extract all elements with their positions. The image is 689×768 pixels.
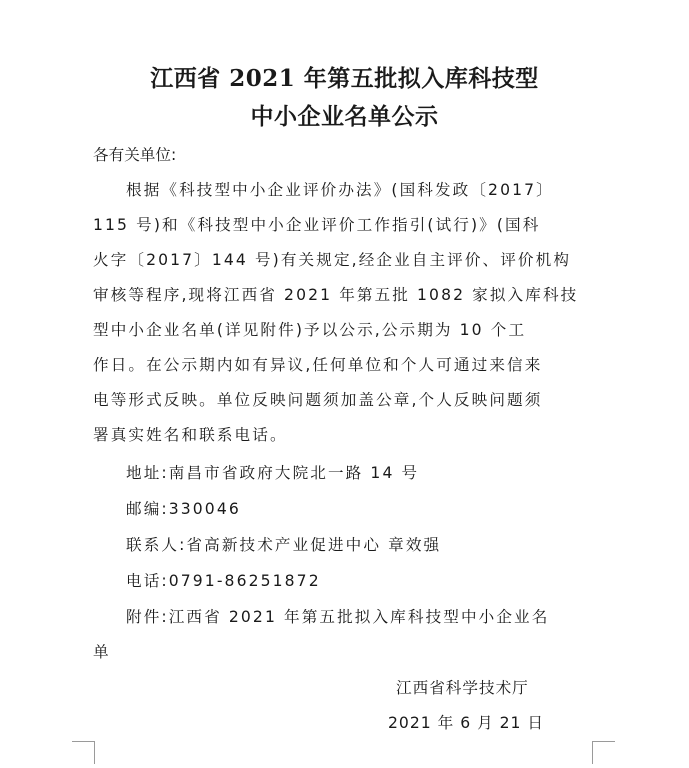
salutation: 各有关单位: <box>93 146 177 164</box>
body-line: 型中小企业名单(详见附件)予以公示,公示期为 10 个工 <box>93 321 527 339</box>
body-line: 115 号)和《科技型中小企业评价工作指引(试行)》(国科 <box>93 216 541 234</box>
postcode-line: 邮编:330046 <box>126 500 241 518</box>
body-line: 电等形式反映。单位反映问题须加盖公章,个人反映问题须 <box>93 391 543 409</box>
body-line: 火字〔2017〕144 号)有关规定,经企业自主评价、评价机构 <box>93 251 572 269</box>
body-line: 根据《科技型中小企业评价办法》(国科发政〔2017〕 <box>126 181 554 199</box>
crop-mark-bottom-right <box>592 741 615 764</box>
phone-line: 电话:0791-86251872 <box>126 572 321 590</box>
body-line: 作日。在公示期内如有异议,任何单位和个人可通过来信来 <box>93 356 543 374</box>
contact-line: 联系人:省高新技术产业促进中心 章效强 <box>126 536 442 554</box>
body-line: 审核等程序,现将江西省 2021 年第五批 1082 家拟入库科技 <box>93 286 579 304</box>
document-title-line-1: 江西省 2021 年第五批拟入库科技型 <box>150 65 539 92</box>
issue-date: 2021 年 6 月 21 日 <box>388 714 545 732</box>
address-line: 地址:南昌市省政府大院北一路 14 号 <box>126 464 420 482</box>
attachment-line: 附件:江西省 2021 年第五批拟入库科技型中小企业名 <box>126 608 550 626</box>
body-line: 署真实姓名和联系电话。 <box>93 426 288 444</box>
signatory: 江西省科学技术厅 <box>396 679 529 697</box>
attachment-line-continued: 单 <box>93 643 111 661</box>
crop-mark-bottom-left <box>72 741 95 764</box>
document-title-line-2: 中小企业名单公示 <box>250 103 439 130</box>
